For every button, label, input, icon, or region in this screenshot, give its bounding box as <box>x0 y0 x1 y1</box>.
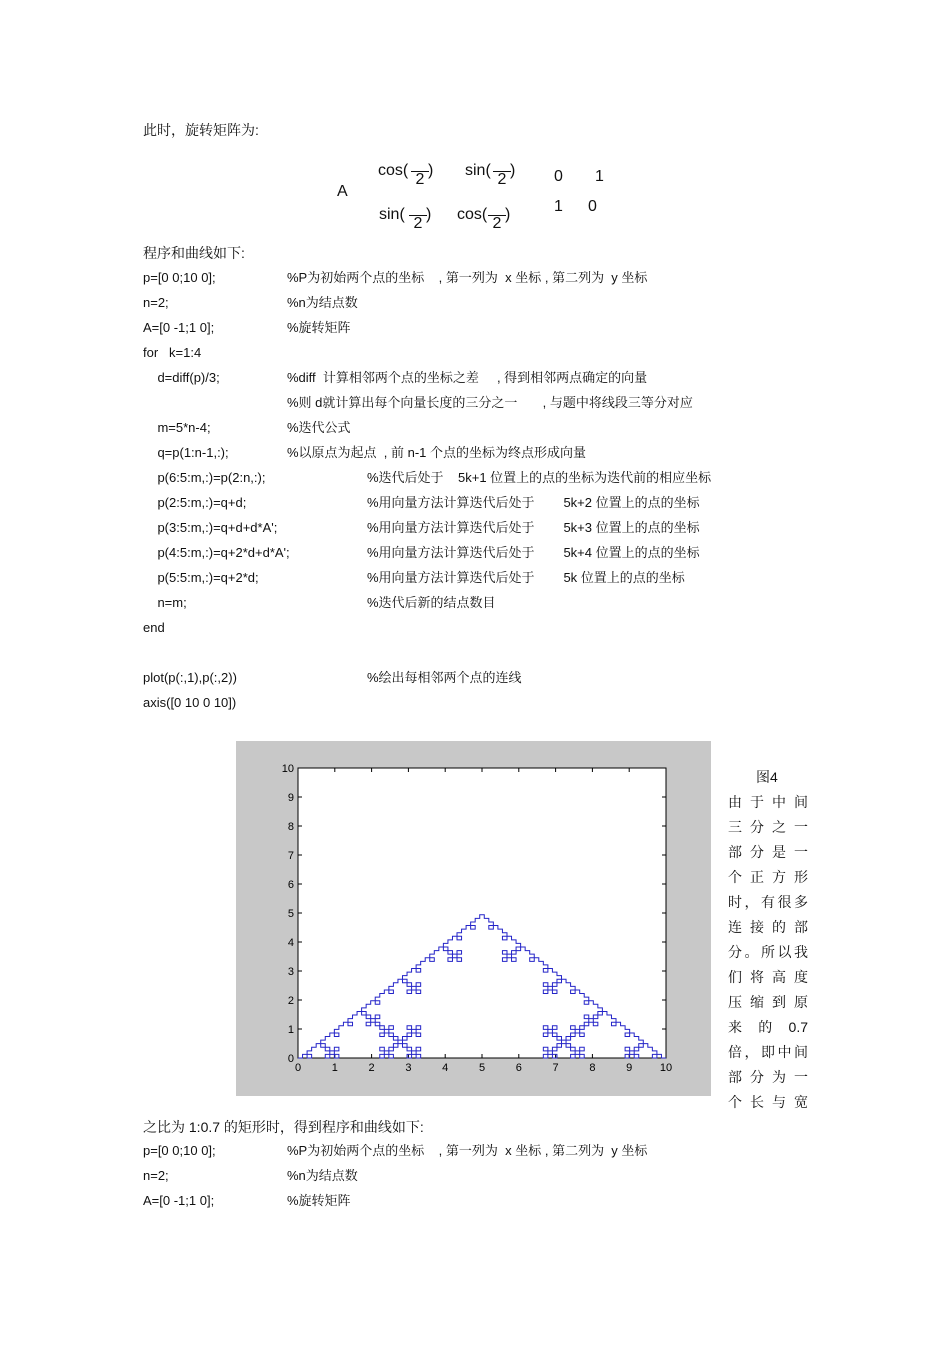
code-text: q=p(1:n-1,:); <box>143 445 229 460</box>
side-text-line: 由 于 中 间 <box>728 794 808 810</box>
code-comment: %用向量方法计算迭代后处于 5k+4 位置上的点的坐标 <box>367 545 700 560</box>
code-comment: %用向量方法计算迭代后处于 5k 位置上的点的坐标 <box>367 570 685 585</box>
code-text: p=[0 0;10 0]; <box>143 1143 216 1158</box>
code-text: plot(p(:,1),p(:,2)) <box>143 670 237 685</box>
code-text: axis([0 10 0 10]) <box>143 695 237 710</box>
side-text-line: 部 分 为 一 <box>728 1069 808 1085</box>
y-tick-label: 1 <box>287 1024 294 1036</box>
figure-frame <box>236 741 711 1096</box>
matrix-cos-2: cos( <box>457 206 488 223</box>
code-text: for k=1:4 <box>143 345 202 360</box>
side-text-line: 三 分 之 一 <box>728 819 808 835</box>
code-comment: %绘出每相邻两个点的连线 <box>367 670 522 685</box>
side-text-line: 连 接 的 部 <box>728 919 808 935</box>
code-comment: %迭代后新的结点数目 <box>367 595 496 610</box>
y-tick-label: 9 <box>287 792 294 804</box>
code-text: m=5*n-4; <box>143 420 211 435</box>
code-text: end <box>143 620 165 635</box>
y-tick-label: 4 <box>287 937 294 949</box>
code-text: p=[0 0;10 0]; <box>143 270 216 285</box>
side-text-column <box>728 790 808 1115</box>
y-tick-label: 5 <box>287 908 294 920</box>
code-text: d=diff(p)/3; <box>143 370 220 385</box>
code-text: p(5:5:m,:)=q+2*d; <box>143 570 259 585</box>
x-tick-label: 0 <box>294 1062 302 1074</box>
intro-text: 此时，旋转矩阵为: <box>143 122 259 138</box>
code-text: p(4:5:m,:)=q+2*d+d*A'; <box>143 545 290 560</box>
continue-text: 之比为 1:0.7 的矩形时，得到程序和曲线如下: <box>143 1119 424 1135</box>
code-comment: %以原点为起点 , 前 n-1 个点的坐标为终点形成向量 <box>287 445 587 460</box>
plot-area <box>298 768 666 1058</box>
x-tick-label: 9 <box>626 1062 633 1074</box>
code-comment: %diff 计算相邻两个点的坐标之差 , 得到相邻两点确定的向量 <box>287 370 648 385</box>
x-tick-label: 6 <box>515 1062 522 1074</box>
x-tick-label: 10 <box>659 1062 673 1074</box>
matrix-frac-3: 2 <box>409 207 427 232</box>
x-tick-label: 1 <box>331 1062 338 1074</box>
code-text: A=[0 -1;1 0]; <box>143 1193 215 1208</box>
code-text: n=2; <box>143 1168 169 1183</box>
side-text-line: 倍，即中间 <box>728 1044 808 1060</box>
x-tick-label: 8 <box>589 1062 596 1074</box>
side-text-line: 们 将 高 度 <box>728 969 808 985</box>
code-comment: %n为结点数 <box>287 1168 358 1183</box>
code-text: n=2; <box>143 295 169 310</box>
matrix-cos-1: cos( <box>378 162 409 179</box>
matrix-frac-4: 2 <box>488 207 506 232</box>
code-comment: %P为初始两个点的坐标 , 第一列为 x 坐标 , 第二列为 y 坐标 <box>287 270 648 285</box>
x-tick-label: 5 <box>478 1062 486 1074</box>
side-text-line: 来 的 0.7 <box>728 1019 808 1035</box>
code-comment: %用向量方法计算迭代后处于 5k+2 位置上的点的坐标 <box>367 495 700 510</box>
y-tick-label: 2 <box>287 995 294 1007</box>
y-tick-label: 3 <box>287 966 294 978</box>
code-comment: %则 d就计算出每个向量长度的三分之一 , 与题中将线段三等分对应 <box>287 395 693 410</box>
code-comment: %旋转矩阵 <box>287 1193 351 1208</box>
code-text: p(2:5:m,:)=q+d; <box>143 495 247 510</box>
matrix-frac-1: 2 <box>411 163 429 188</box>
side-text-line: 分。所以我 <box>728 944 808 960</box>
code-comment: %n为结点数 <box>287 295 358 310</box>
code-text: n=m; <box>143 595 187 610</box>
code-comment: %迭代公式 <box>287 420 351 435</box>
x-tick-label: 3 <box>405 1062 412 1074</box>
matrix-value-1-1: 0 <box>588 198 597 215</box>
code-comment: %用向量方法计算迭代后处于 5k+3 位置上的点的坐标 <box>367 520 700 535</box>
matrix-value-0-1: 1 <box>595 168 604 185</box>
x-tick-label: 2 <box>368 1062 375 1074</box>
y-tick-label: 8 <box>287 821 294 833</box>
matrix-sin-2: sin( <box>379 206 405 223</box>
code-text: p(6:5:m,:)=p(2:n,:); <box>143 470 266 485</box>
side-text-line: 部 分 是 一 <box>728 844 808 860</box>
y-tick-label: 10 <box>281 763 294 775</box>
x-tick-label: 7 <box>552 1062 559 1074</box>
side-text-line: 个 正 方 形 <box>728 869 808 885</box>
figure-caption: 图4 <box>756 769 778 785</box>
y-tick-label: 7 <box>287 850 294 862</box>
code-text: A=[0 -1;1 0]; <box>143 320 215 335</box>
matrix-frac-2: 2 <box>493 163 511 188</box>
side-text-line: 个 长 与 宽 <box>728 1094 808 1110</box>
matrix-sin-1: sin( <box>465 162 491 179</box>
code-comment: %迭代后处于 5k+1 位置上的点的坐标为迭代前的相应坐标 <box>367 470 712 485</box>
code-comment: %旋转矩阵 <box>287 320 351 335</box>
side-text-line: 时，有很多 <box>728 894 808 910</box>
matrix-value-0-0: 0 <box>554 168 563 185</box>
x-tick-label: 4 <box>442 1062 449 1074</box>
y-tick-label: 6 <box>287 879 294 891</box>
code-text: p(3:5:m,:)=q+d+d*A'; <box>143 520 278 535</box>
code-comment: %P为初始两个点的坐标 , 第一列为 x 坐标 , 第二列为 y 坐标 <box>287 1143 648 1158</box>
side-text-line: 压 缩 到 原 <box>728 994 808 1010</box>
y-tick-label: 0 <box>287 1053 294 1065</box>
matrix-value-1-0: 1 <box>554 198 563 215</box>
matrix-symbol: A <box>337 183 348 200</box>
koch-curve-chart <box>236 741 711 1096</box>
section-heading: 程序和曲线如下: <box>143 245 245 261</box>
